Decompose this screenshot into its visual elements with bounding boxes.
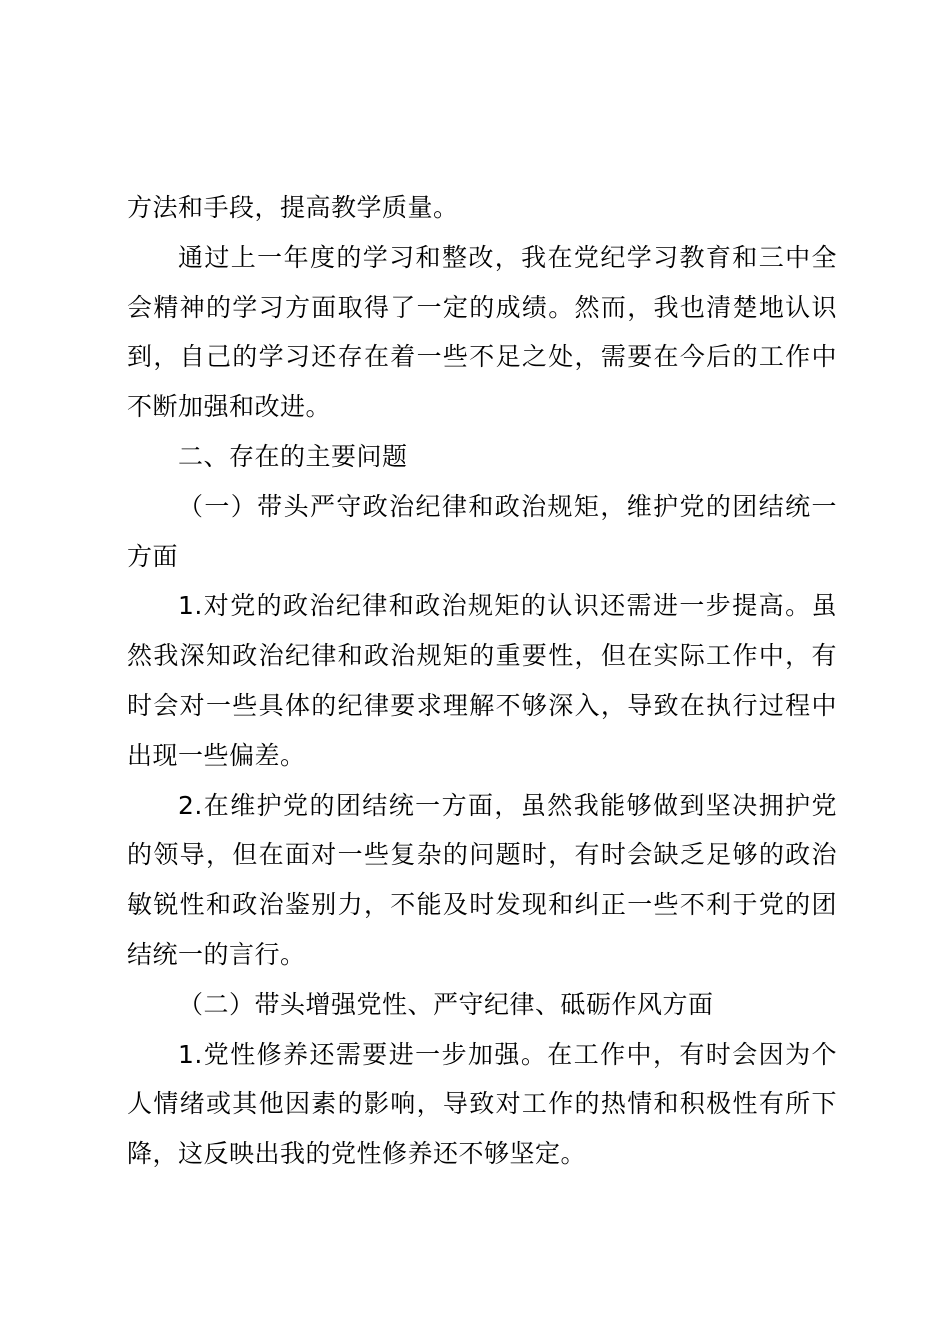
subsection-heading-1: （一）带头严守政治纪律和政治规矩，维护党的团结统一方面 xyxy=(127,491,837,571)
subsection-heading-2: （二）带头增强党性、严守纪律、砥砺作风方面 xyxy=(178,989,714,1019)
paragraph-item-2-1: 1.党性修养还需要进一步加强。在工作中，有时会因为个人情绪或其他因素的影响，导致对工作的热情和积极性有所下降，这反映出我的党性修养还不够坚定。 xyxy=(127,1039,837,1169)
document-body xyxy=(127,183,837,1179)
section-heading: 二、存在的主要问题 xyxy=(178,441,408,471)
paragraph-item-1-2: 2.在维护党的团结统一方面，虽然我能够做到坚决拥护党的领导，但在面对一些复杂的问题时，有时会缺乏足够的政治敏锐性和政治鉴别力，不能及时发现和纠正一些不利于党的团结统一的言行。 xyxy=(127,790,837,969)
paragraph-summary: 通过上一年度的学习和整改，我在党纪学习教育和三中全会精神的学习方面取得了一定的成绩。然而，我也清楚地认识到，自己的学习还存在着一些不足之处，需要在今后的工作中不断加强和改进。 xyxy=(127,242,837,422)
paragraph-continuation: 方法和手段，提高教学质量。 xyxy=(127,193,459,222)
paragraph-item-1-1: 1.对党的政治纪律和政治规矩的认识还需进一步提高。虽然我深知政治纪律和政治规矩的重要性，但在实际工作中，有时会对一些具体的纪律要求理解不够深入，导致在执行过程中出现一些偏差。 xyxy=(127,591,837,770)
